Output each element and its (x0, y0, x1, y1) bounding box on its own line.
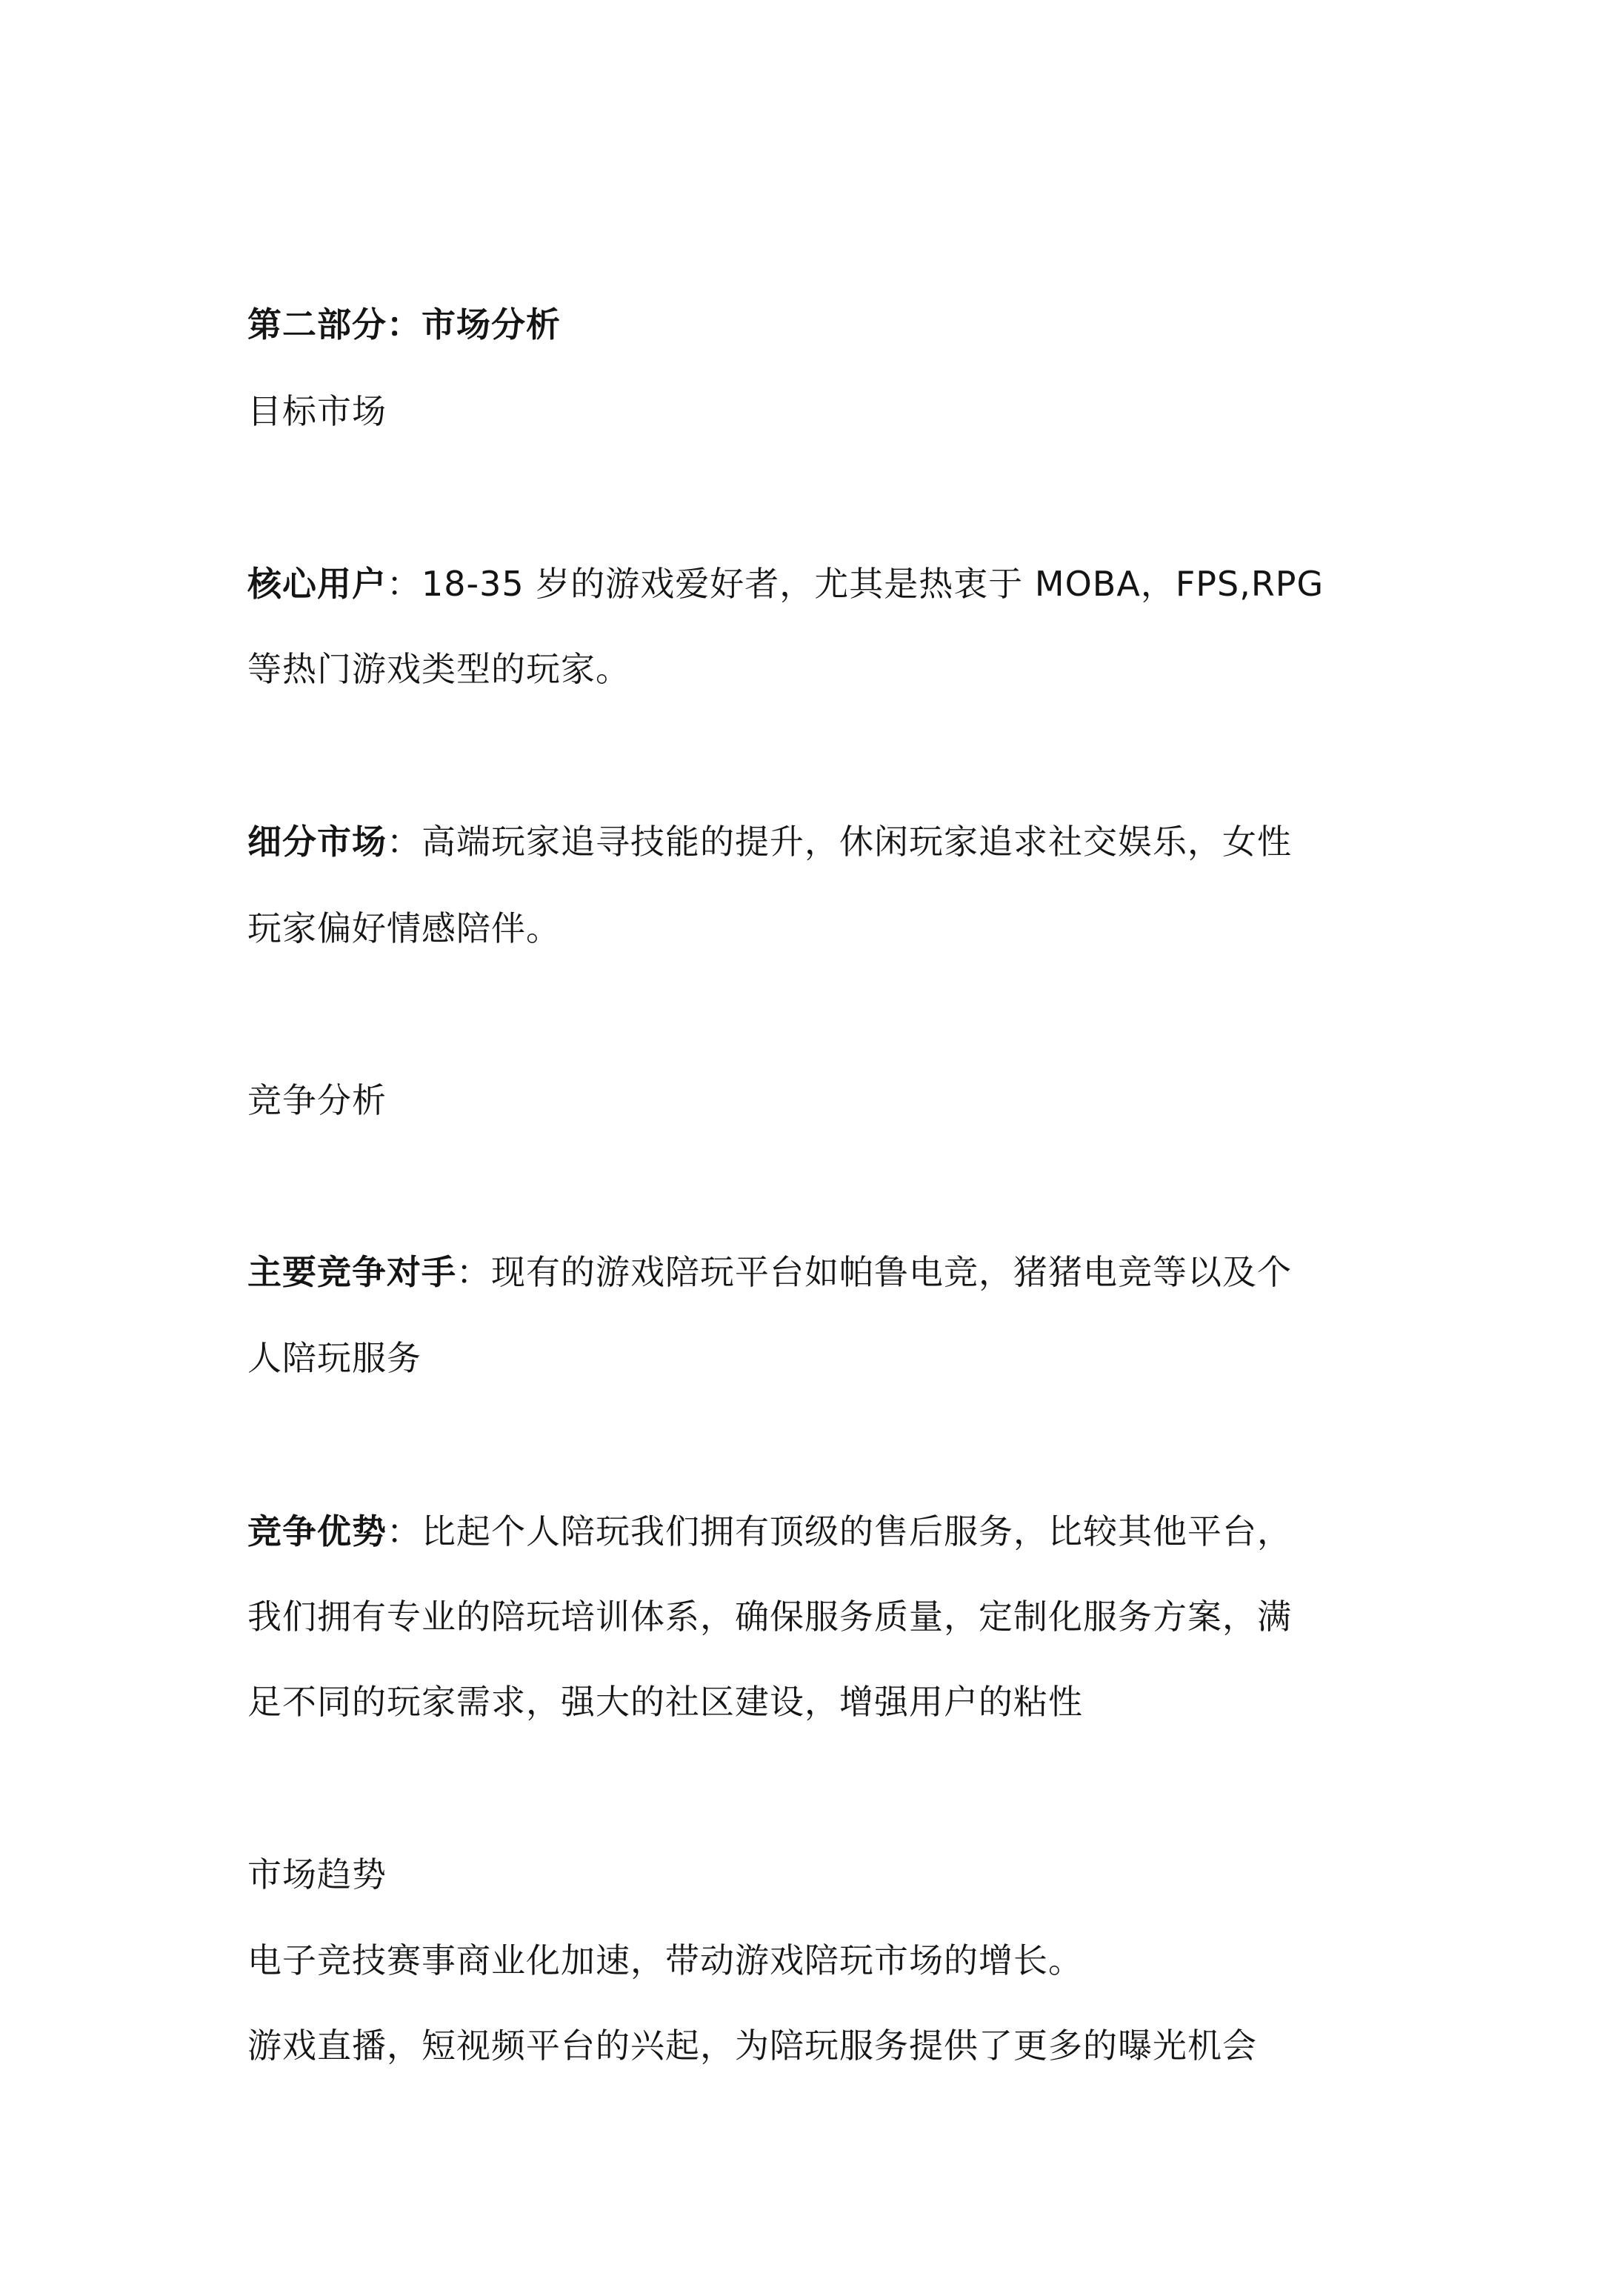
heading-trends: 市场趋势 (247, 1854, 387, 1894)
paragraph-segments-line-1 (247, 819, 1403, 864)
core-users-text: ：18-35 岁的游戏爱好者，尤其是热衷于 MOBA，FPS,RPG (387, 564, 1324, 604)
advantages-label: 竞争优势 (247, 1511, 387, 1551)
section-title: 第二部分：市场分析 (247, 305, 561, 345)
paragraph-segments-line-2: 玩家偏好情感陪伴。 (247, 908, 561, 948)
paragraph-advantages-line-3: 足不同的玩家需求，强大的社区建设，增强用户的粘性 (247, 1682, 1083, 1722)
segments-label: 细分市场 (247, 822, 387, 862)
heading-competition: 竞争分析 (247, 1080, 387, 1120)
core-users-label: 核心用户 (247, 564, 387, 604)
trends-line-2: 游戏直播，短视频平台的兴起，为陪玩服务提供了更多的曝光机会 (247, 2026, 1257, 2066)
competitors-label: 主要竞争对手 (247, 1252, 456, 1292)
paragraph-core-users-line-2: 等热门游戏类型的玩家。 (247, 649, 630, 689)
paragraph-competitors-line-2: 人陪玩服务 (247, 1338, 421, 1378)
heading-target-market: 目标市场 (247, 391, 387, 431)
paragraph-advantages-line-1 (247, 1509, 1403, 1554)
advantages-text: ：比起个人陪玩我们拥有顶级的售后服务，比较其他平台， (387, 1511, 1292, 1551)
paragraph-core-users-line-1 (247, 562, 1403, 606)
paragraph-advantages-line-2: 我们拥有专业的陪玩培训体系，确保服务质量，定制化服务方案，满 (247, 1597, 1292, 1637)
paragraph-competitors-line-1 (247, 1250, 1403, 1294)
trends-line-1: 电子竞技赛事商业化加速，带动游戏陪玩市场的增长。 (247, 1940, 1083, 1980)
competitors-text: ：现有的游戏陪玩平台如帕鲁电竞，猪猪电竞等以及个 (456, 1252, 1292, 1292)
segments-text: ：高端玩家追寻技能的提升，休闲玩家追求社交娱乐，女性 (387, 822, 1292, 862)
